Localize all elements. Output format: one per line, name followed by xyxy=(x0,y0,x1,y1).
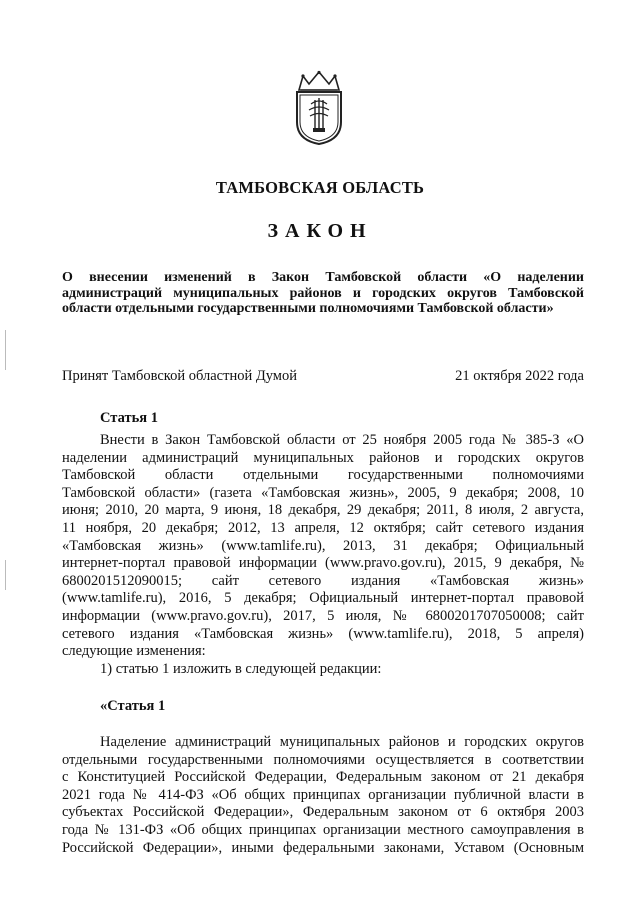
scan-margin-mark xyxy=(5,560,6,590)
scan-margin-mark xyxy=(5,330,6,370)
article-1-text xyxy=(62,432,584,678)
text-line: «Тамбовская жизнь» (www.tamlife.ru), 2013, 31 декабря; Официальный xyxy=(62,537,584,554)
text-line: Российской Федерации», иными федеральными законами, Уставом (Основным xyxy=(62,839,584,856)
region-name: ТАМБОВСКАЯ ОБЛАСТЬ xyxy=(215,178,425,197)
text-line: (www.tamlife.ru), 2016, 5 декабря; Официальный интернет-портал правовой xyxy=(62,590,584,607)
text-line: субъектах Российской Федерации», Федеральным законом от 6 октября 2003 xyxy=(62,804,584,821)
text-line: Тамбовской области отдельными государственными полномочиями xyxy=(62,467,584,484)
text-line: интернет-портал правовой информации (www.pravo.gov.ru), 2015, 9 декабря, № xyxy=(62,555,584,572)
quoted-article-heading: «Статья 1 xyxy=(100,698,166,714)
text-line: года № 131-ФЗ «Об общих принципах организации местного самоуправления в xyxy=(62,821,584,838)
text-line: наделении администраций муниципальных районов и городских округов xyxy=(62,449,584,466)
text-line: отдельными государственными полномочиями осуществляется в соответствии xyxy=(62,751,584,768)
article-1-heading: Статья 1 xyxy=(100,410,158,426)
text-line: информации (www.pravo.gov.ru), 2017, 5 июля, № 6800201707050008; сайт xyxy=(62,607,584,624)
adoption-date: 21 октября 2022 года xyxy=(455,368,584,384)
text-line: 11 ноября, 20 декабря; 2012, 13 апреля, 12 октября; сайт сетевого издания xyxy=(62,519,584,536)
adopted-by: Принят Тамбовской областной Думой xyxy=(62,368,297,384)
text-line: с Конституцией Российской Федерации, Федеральным законом от 21 декабря xyxy=(62,769,584,786)
text-line: Наделение администраций муниципальных районов и городских округов xyxy=(100,734,584,750)
text-line: сетевого издания «Тамбовская жизнь» (www.tamlife.ru), 2018, 5 апреля) xyxy=(62,625,584,642)
text-line: следующие изменения: xyxy=(62,643,206,660)
quoted-article-text xyxy=(62,734,584,857)
text-line: 6800201512090015; сайт сетевого издания «Тамбовская жизнь» xyxy=(62,572,584,589)
amendment-item-1: 1) статью 1 изложить в следующей редакции: xyxy=(100,660,382,677)
text-line: Тамбовской области» (газета «Тамбовская жизнь», 2005, 9 декабря; 2008, 10 xyxy=(62,484,584,501)
adoption-line xyxy=(62,368,584,385)
text-line: июня; 2010, 20 марта, 9 июня, 18 декабря, 29 декабря; 2011, 8 июля, 2 августа, xyxy=(62,502,584,519)
coat-of-arms-emblem xyxy=(289,70,349,146)
text-line: 2021 года № 414-ФЗ «Об общих принципах организации публичной власти в xyxy=(62,786,584,803)
law-title: ЗАКОН xyxy=(267,220,373,242)
text-line: Внести в Закон Тамбовской области от 25 ноября 2005 года № 385-З «О xyxy=(100,432,584,448)
law-subject: О внесении изменений в Закон Тамбовской области «О наделении администраций муниципальных районов и городских округов Тамбовской области отдельными государственными полномочиями Тамбовской области» xyxy=(62,270,584,316)
